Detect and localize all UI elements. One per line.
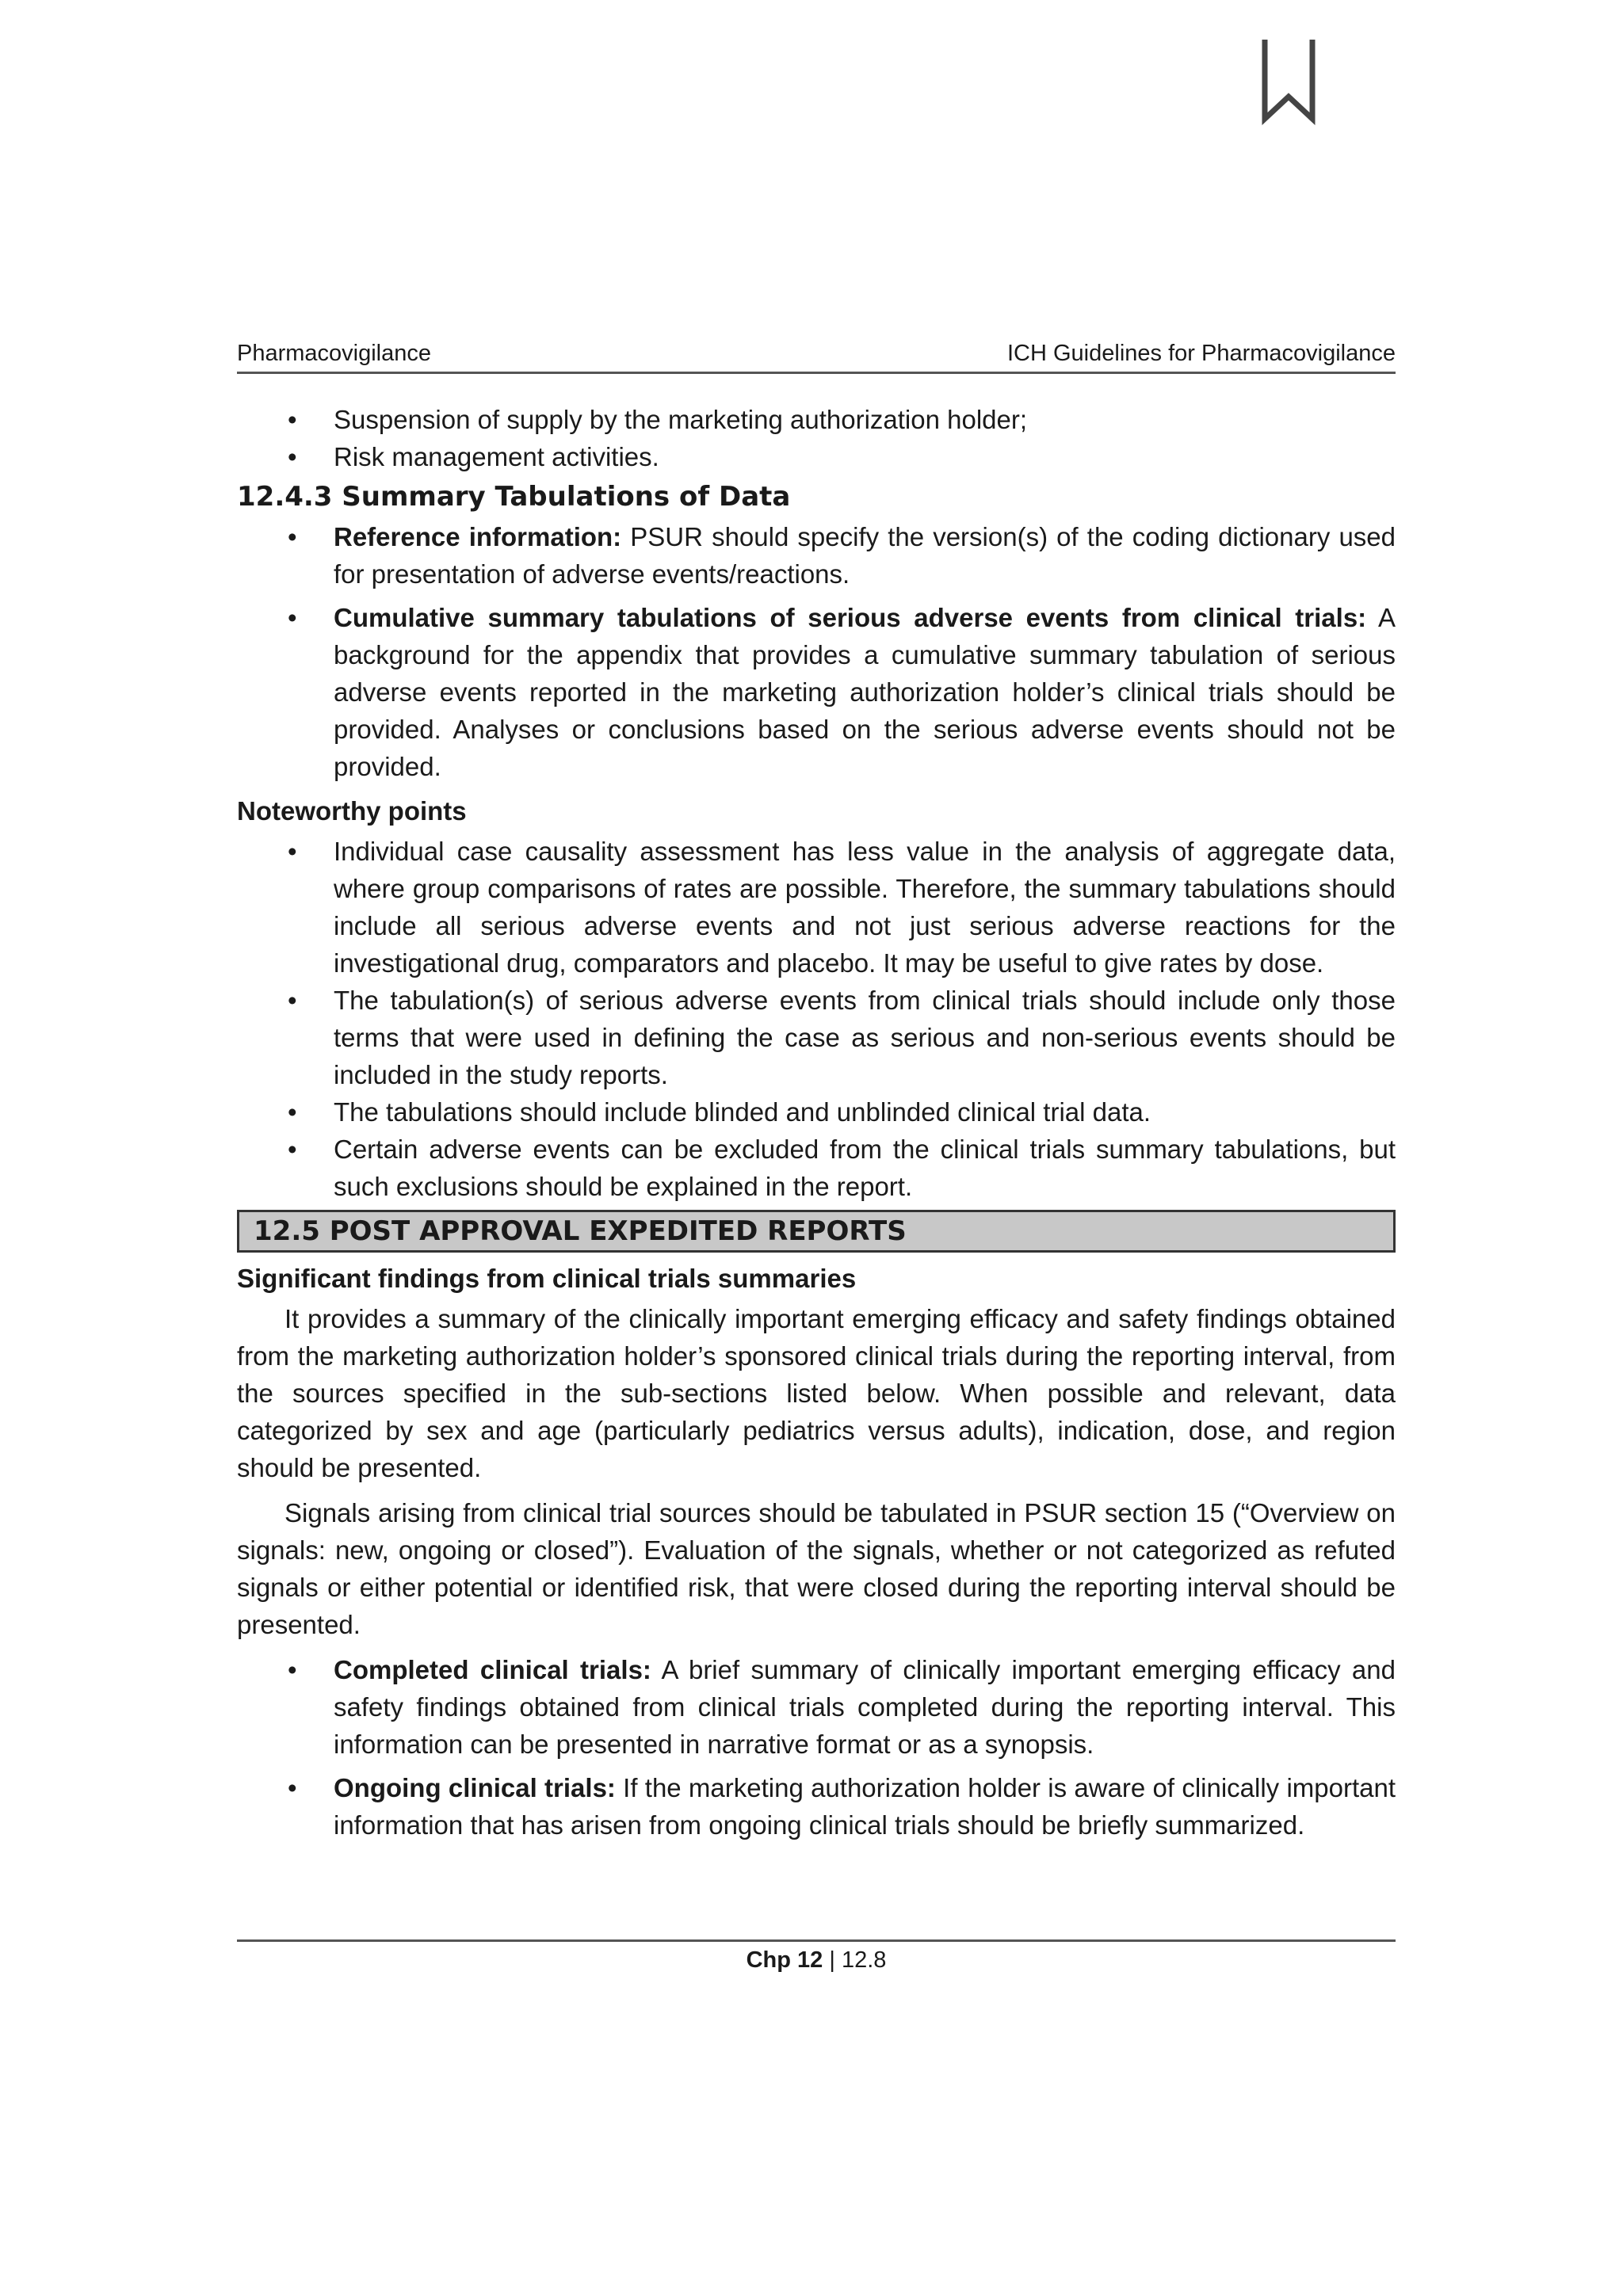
bullet-icon: • (288, 603, 297, 632)
footer-separator: | (823, 1947, 842, 1973)
publisher-logo-icon (1258, 40, 1319, 128)
list-item: • Risk management activities. (237, 438, 1396, 475)
significant-findings-heading: Significant findings from clinical trials summaries (237, 1264, 857, 1293)
noteworthy-points-list (237, 833, 1396, 1205)
list-item: • The tabulations should include blinded and unblinded clinical trial data. (237, 1093, 1396, 1131)
header-chapter-title: ICH Guidelines for Pharmacovigilance (1007, 341, 1396, 366)
list-item: • Certain adverse events can be excluded from the clinical trials summary tabulations, but such exclusions should be explained in the report. (237, 1131, 1396, 1205)
list-item: • Completed clinical trials: A brief summary of clinically important emerging efficacy and safety findings obtained from clinical trials completed during the reporting interval. This information can be presented in narrative format or as a synopsis. (237, 1651, 1396, 1763)
noteworthy-points-heading: Noteworthy points (237, 796, 467, 826)
bullet-icon: • (288, 986, 297, 1015)
bullet-icon: • (288, 522, 297, 551)
running-header (237, 341, 1396, 374)
bullet-icon: • (288, 442, 297, 471)
bullet-icon: • (288, 1135, 297, 1164)
header-book-title: Pharmacovigilance (237, 341, 432, 366)
bullet-icon: • (288, 405, 297, 434)
bullet-icon: • (288, 1773, 297, 1802)
intro-bullet-list (237, 401, 1396, 475)
footer-divider (237, 1939, 1396, 1942)
list-item: • Ongoing clinical trials: If the marketing authorization holder is aware of clinically important information that has arisen from ongoing clinical trials should be briefly summarized. (237, 1769, 1396, 1844)
summary-tabulations-list (237, 518, 1396, 785)
footer-chapter: Chp 12 (746, 1947, 823, 1973)
list-item: • Cumulative summary tabulations of serious adverse events from clinical trials: A background for the appendix that provides a cumulative summary tabulation of serious adverse events reported in the marketing authorization holder’s clinical trials should be provided. Analyses or conclusions based on the serious adverse events should not be provided. (237, 599, 1396, 785)
footer-page-number: 12.8 (841, 1947, 887, 1973)
list-item: • Individual case causality assessment has less value in the analysis of aggregate data, where group comparisons of rates are possible. Therefore, the summary tabulations should include all serious adverse events and not just serious adverse reactions for the investigational drug, comparators and placebo. It may be useful to give rates by dose. (237, 833, 1396, 982)
list-item: • Reference information: PSUR should specify the version(s) of the coding dictionary used for presentation of adverse events/reactions. (237, 518, 1396, 593)
list-item: • Suspension of supply by the marketing authorization holder; (237, 401, 1396, 438)
bullet-icon: • (288, 1097, 297, 1127)
section-heading-12-5: 12.5 POST APPROVAL EXPEDITED REPORTS (237, 1210, 1396, 1253)
page-footer (237, 1947, 1396, 1974)
bullet-icon: • (288, 837, 297, 866)
clinical-trials-list (237, 1651, 1396, 1844)
paragraph: Signals arising from clinical trial sources should be tabulated in PSUR section 15 (“Overview on signals: new, ongoing or closed”). Evaluation of the signals, whether or not categorized as refuted signals or either potential or identified risk, that were closed during the reporting interval should be presented. (237, 1498, 1396, 1639)
section-heading-12-4-3: 12.4.3 Summary Tabulations of Data (237, 481, 791, 513)
page-body (237, 401, 1396, 1844)
bullet-icon: • (288, 1655, 297, 1684)
paragraph: It provides a summary of the clinically important emerging efficacy and safety findings obtained from the marketing authorization holder’s sponsored clinical trials during the reporting interval, from the sources specified in the sub-sections listed below. When possible and relevant, data categorized by sex and age (particularly pediatrics versus adults), indication, dose, and region should be presented. (237, 1304, 1396, 1482)
list-item: • The tabulation(s) of serious adverse events from clinical trials should include only those terms that were used in defining the case as serious and non-serious events should be included in the study reports. (237, 982, 1396, 1093)
